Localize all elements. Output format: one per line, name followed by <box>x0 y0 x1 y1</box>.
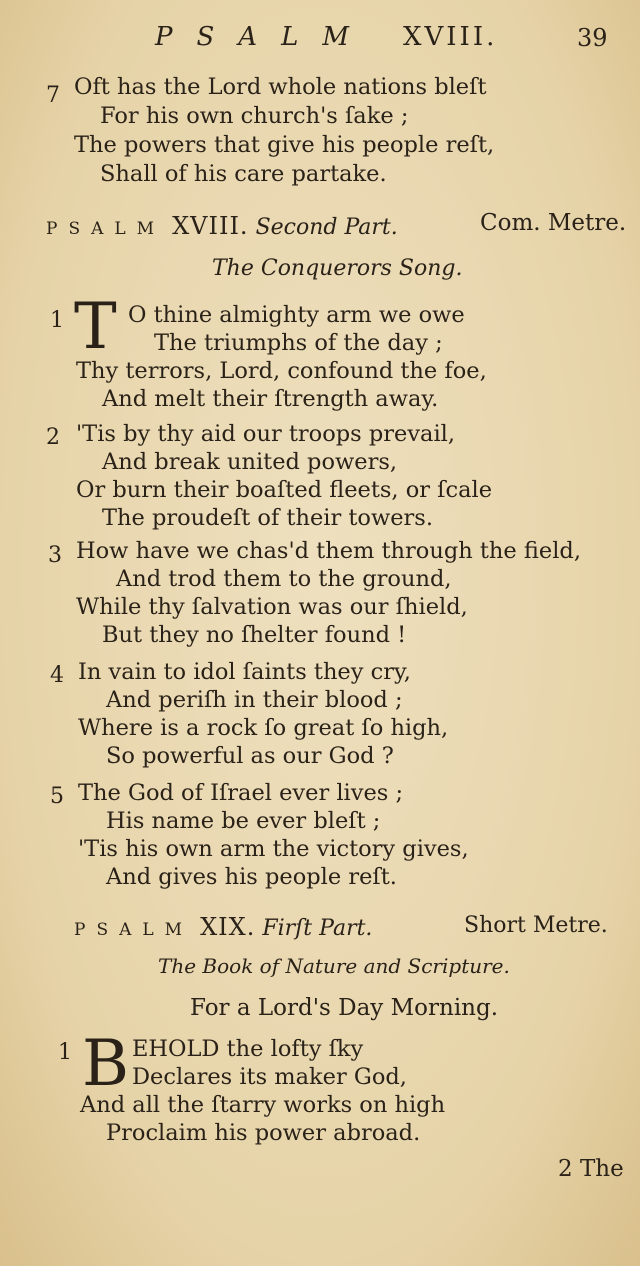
part-label: Second Part. <box>255 215 398 240</box>
running-title: PSALM <box>155 22 373 52</box>
verse-line: And melt their ſtrength away. <box>102 386 439 412</box>
page-number: 39 <box>577 24 608 52</box>
catchword: 2 The <box>558 1156 624 1182</box>
verse-line: How have we chas'd them through the field, <box>76 538 581 564</box>
verse-line: The powers that give his people reſt, <box>74 132 495 158</box>
verse-number: 5 <box>50 784 64 809</box>
verse-line: O thine almighty arm we owe <box>128 302 465 328</box>
verse-line: EHOLD the lofty ſky <box>132 1036 364 1062</box>
verse-line: Proclaim his power abroad. <box>106 1120 421 1146</box>
verse-line: And gives his people reſt. <box>106 864 397 890</box>
verse-line: 'Tis by thy aid our troops prevail, <box>76 421 455 447</box>
metre-label: Com. Metre. <box>480 210 627 236</box>
psalm-number: XIX. <box>200 913 256 941</box>
verse-number: 4 <box>50 663 64 688</box>
verse-line: 'Tis his own arm the victory gives, <box>78 836 469 862</box>
verse-line: Declares its maker God, <box>132 1064 407 1090</box>
psalm-word: PSALM <box>74 920 194 940</box>
verse-line: The God of Iſrael ever lives ; <box>78 780 404 806</box>
verse-number: 3 <box>48 543 62 568</box>
occasion-line: For a Lord's Day Morning. <box>190 995 499 1021</box>
drop-cap: T <box>74 290 117 364</box>
verse-line: Oft has the Lord whole nations bleſt <box>74 74 487 100</box>
running-psalm-number: XVIII. <box>403 22 498 52</box>
verse-line: In vain to idol ſaints they cry, <box>78 659 411 685</box>
verse-number: 7 <box>46 83 60 108</box>
verse-line: And periſh in their blood ; <box>106 687 403 713</box>
verse-line: While thy ſalvation was our ſhield, <box>76 594 468 620</box>
verse-line: Shall of his care partake. <box>100 161 387 187</box>
psalm-number: XVIII. <box>172 212 249 240</box>
verse-line: For his own church's ſake ; <box>100 103 409 129</box>
psalm-heading <box>46 212 398 240</box>
hymn-subtitle: The Conquerors Song. <box>212 256 463 281</box>
verse-line: And all the ſtarry works on high <box>80 1092 446 1118</box>
drop-cap: B <box>82 1027 130 1101</box>
psalm-heading <box>74 913 372 941</box>
verse-line: But they no ſhelter found ! <box>102 622 407 648</box>
verse-number: 1 <box>58 1040 72 1065</box>
verse-number: 1 <box>50 308 64 333</box>
verse-line: The proudeſt of their towers. <box>102 505 433 531</box>
part-label: Firſt Part. <box>262 916 373 941</box>
verse-line: Or burn their boaſted fleets, or ſcale <box>76 477 493 503</box>
verse-line: And trod them to the ground, <box>116 566 452 592</box>
verse-line: So powerful as our God ? <box>106 743 394 769</box>
verse-line: And break united powers, <box>102 449 398 475</box>
verse-line: Where is a rock ſo great ſo high, <box>78 715 449 741</box>
verse-line: Thy terrors, Lord, confound the foe, <box>76 358 487 384</box>
verse-line: His name be ever bleſt ; <box>106 808 381 834</box>
verse-number: 2 <box>46 425 60 450</box>
metre-label: Short Metre. <box>464 913 608 938</box>
hymn-subtitle: The Book of Nature and Scripture. <box>158 954 510 978</box>
verse-line: The triumphs of the day ; <box>154 330 443 356</box>
psalm-word: PSALM <box>46 219 166 239</box>
